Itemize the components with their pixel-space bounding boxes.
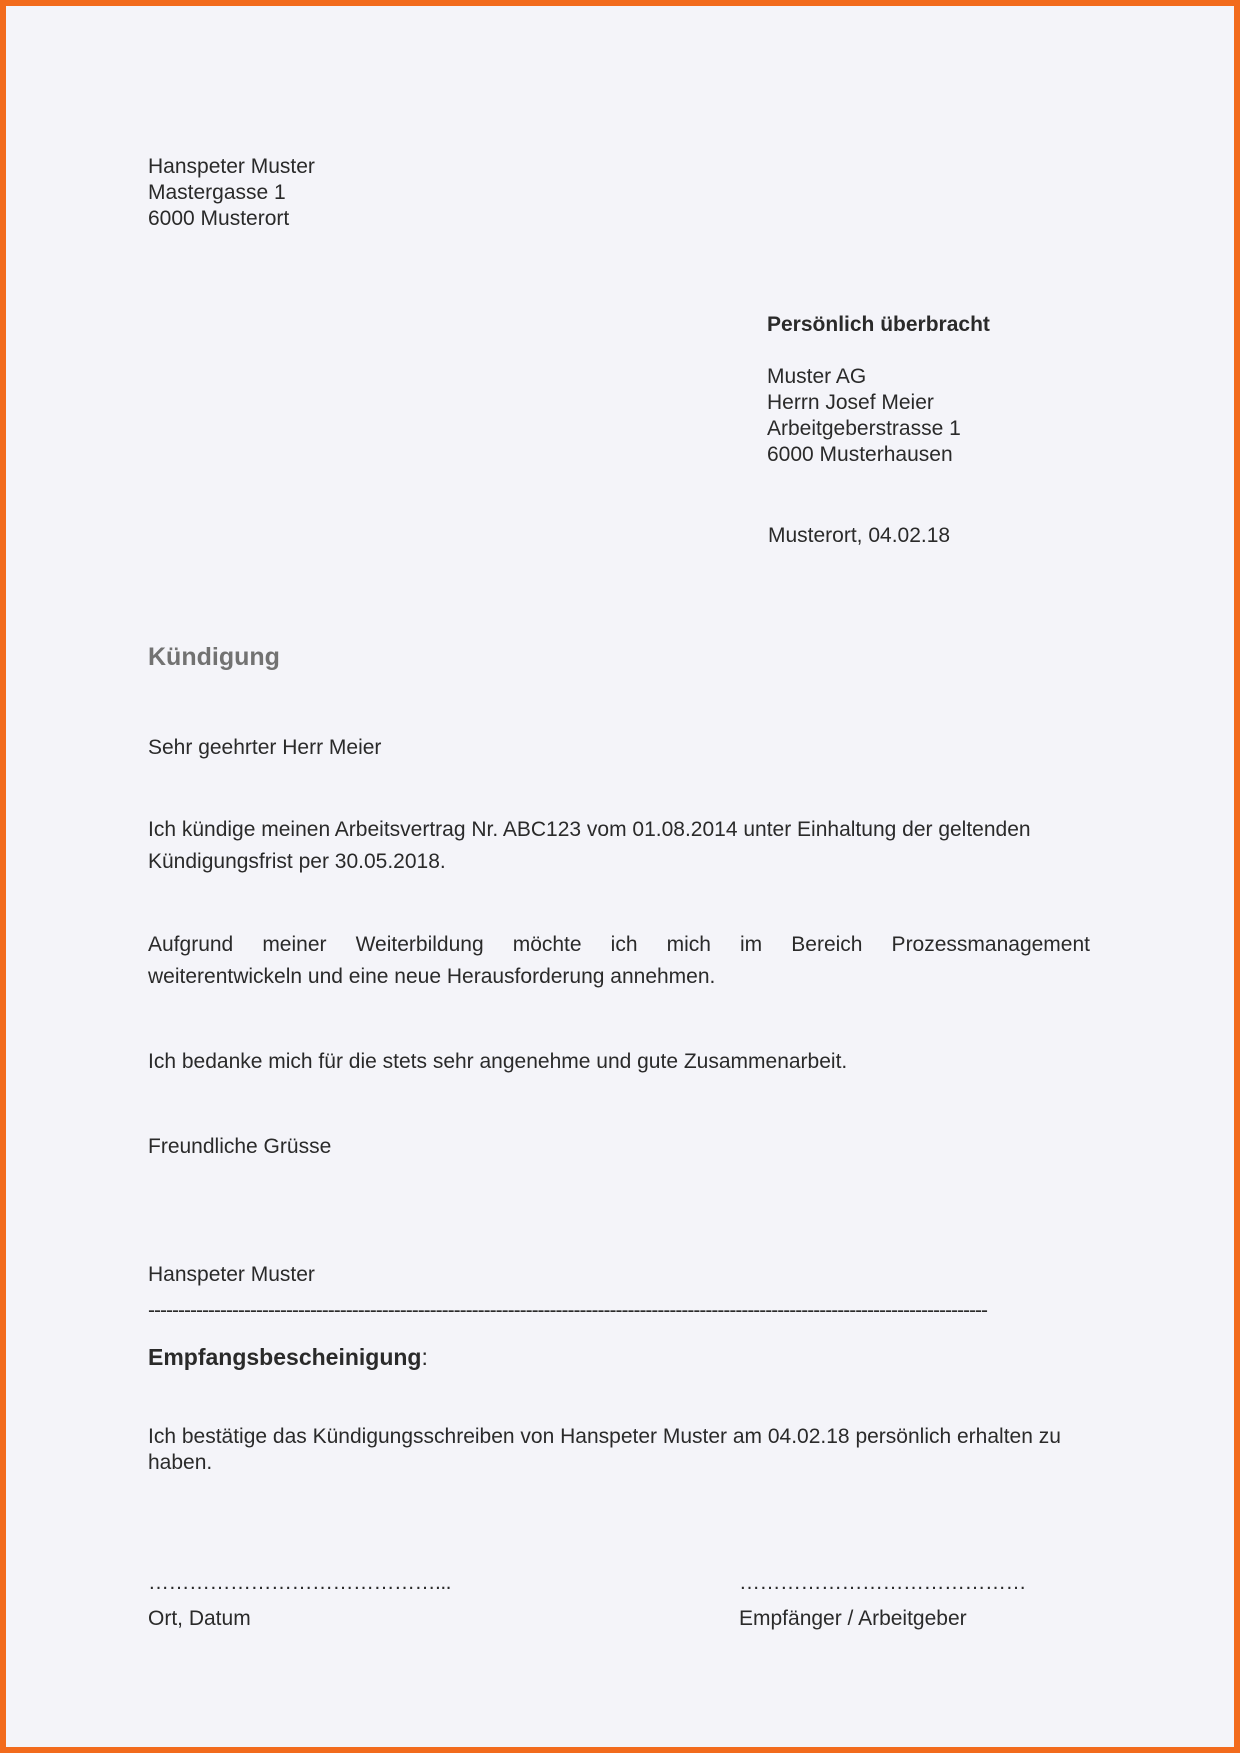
receipt-text: Ich bestätige das Kündigungsschreiben von Hanspeter Muster am 04.02.18 persönlich erhalten zu haben.	[148, 1425, 1061, 1474]
receipt-title: Empfangsbescheinigung	[148, 1344, 422, 1370]
closing: Freundliche Grüsse	[148, 1135, 332, 1158]
body-paragraph-2-line-1: Aufgrund meiner Weiterbildung möchte ich mich im Bereich Prozessmanagement	[148, 933, 1090, 956]
label-place-date: Ort, Datum	[148, 1607, 251, 1630]
place-date: Musterort, 04.02.18	[768, 524, 951, 547]
receipt-title-colon: :	[421, 1344, 428, 1370]
body-paragraph-1: Ich kündige meinen Arbeitsvertrag Nr. ABC123 vom 01.08.2014 unter Einhaltung der geltenden Kündigungsfrist per 30.05.2018.	[148, 818, 1031, 873]
letter-subject: Kündigung	[148, 643, 280, 671]
salutation: Sehr geehrter Herr Meier	[148, 736, 382, 759]
separator-line: --------------------------------------------------------------------------------------------------------------------------------------------	[148, 1299, 988, 1322]
signer-name: Hanspeter Muster	[148, 1263, 315, 1286]
delivery-note: Persönlich überbracht	[767, 313, 990, 336]
body-paragraph-2	[148, 929, 1090, 993]
receipt-heading	[148, 1343, 428, 1371]
recipient-company: Muster AG	[767, 365, 867, 388]
recipient-street: Arbeitgeberstrasse 1	[767, 417, 961, 440]
sender-street: Mastergasse 1	[148, 181, 286, 204]
recipient-city: 6000 Musterhausen	[767, 443, 953, 466]
recipient-block	[767, 312, 990, 468]
sender-name: Hanspeter Muster	[148, 155, 315, 178]
signature-line-place-date: ……………………………………...	[148, 1571, 452, 1594]
body-paragraph-3: Ich bedanke mich für die stets sehr angenehme und gute Zusammenarbeit.	[148, 1050, 848, 1073]
spacer	[767, 338, 990, 364]
sender-address	[148, 154, 315, 232]
sender-city: 6000 Musterort	[148, 207, 290, 230]
recipient-person: Herrn Josef Meier	[767, 391, 934, 414]
signature-line-employer: ……………………………………	[739, 1571, 1026, 1594]
body-paragraph-2-line-2: weiterentwickeln und eine neue Herausforderung annehmen.	[148, 965, 716, 988]
label-employer: Empfänger / Arbeitgeber	[739, 1607, 967, 1630]
